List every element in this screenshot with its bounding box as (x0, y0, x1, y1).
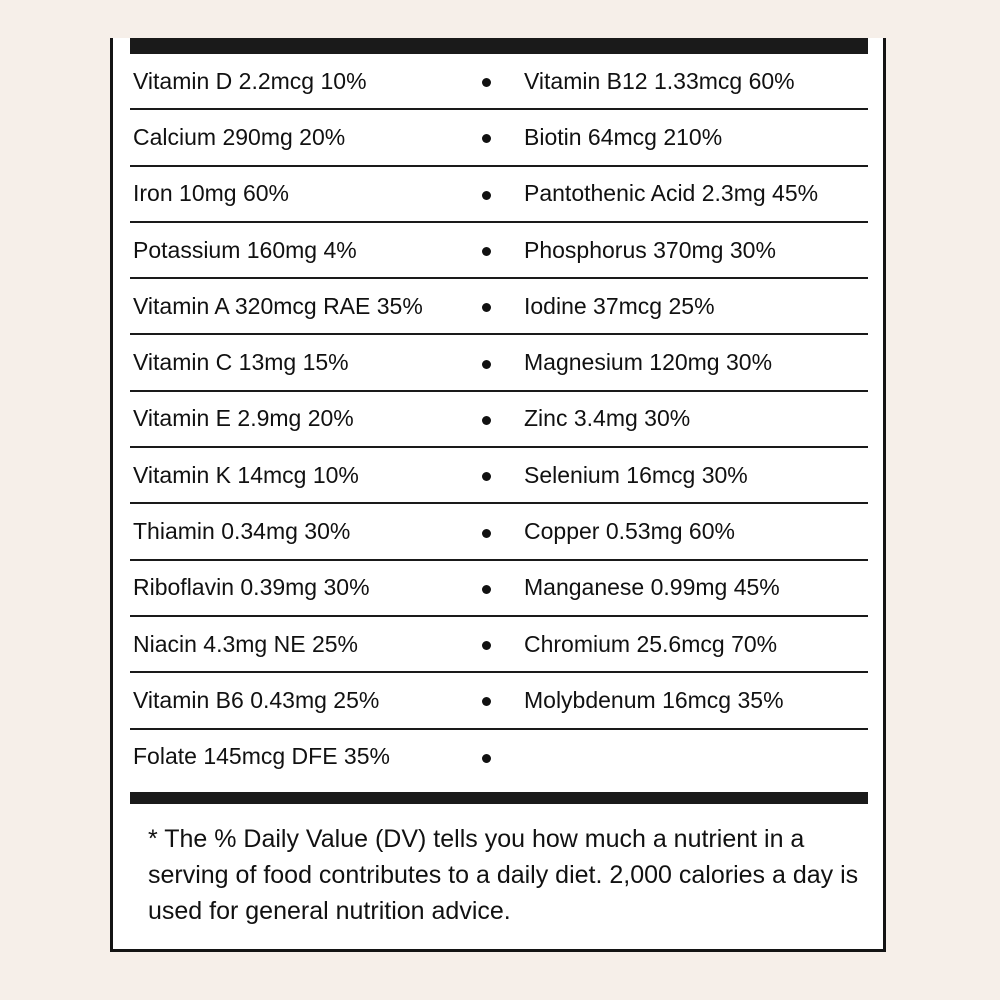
bullet-icon (482, 78, 491, 87)
nutrient-right: Phosphorus 370mg 30% (524, 236, 776, 263)
nutrient-left: Vitamin E 2.9mg 20% (133, 405, 354, 432)
nutrient-table (130, 54, 868, 784)
bullet-icon (482, 754, 491, 763)
table-row (130, 561, 868, 617)
nutrition-label-panel (110, 38, 886, 952)
nutrient-right: Molybdenum 16mcg 35% (524, 686, 784, 713)
nutrient-left: Thiamin 0.34mg 30% (133, 518, 351, 545)
nutrient-right: Chromium 25.6mcg 70% (524, 630, 778, 657)
table-row (130, 279, 868, 335)
bullet-icon (482, 641, 491, 650)
bullet-icon (482, 303, 491, 312)
nutrient-left: Riboflavin 0.39mg 30% (133, 574, 370, 601)
nutrient-right: Iodine 37mcg 25% (524, 292, 715, 319)
nutrient-right: Manganese 0.99mg 45% (524, 574, 780, 601)
nutrient-left: Vitamin A 320mcg RAE 35% (133, 292, 423, 319)
nutrient-right: Biotin 64mcg 210% (524, 123, 723, 150)
bullet-icon (482, 134, 491, 143)
table-row (130, 504, 868, 560)
bottom-divider-bar (130, 792, 868, 804)
bullet-icon (482, 697, 491, 706)
nutrient-right: Magnesium 120mg 30% (524, 349, 773, 376)
nutrient-left: Folate 145mcg DFE 35% (133, 743, 390, 770)
table-row (130, 110, 868, 166)
nutrient-left: Vitamin K 14mcg 10% (133, 461, 359, 488)
bullet-icon (482, 416, 491, 425)
nutrient-right: Zinc 3.4mg 30% (524, 405, 691, 432)
nutrient-right: Selenium 16mcg 30% (524, 461, 748, 488)
nutrient-right: Pantothenic Acid 2.3mg 45% (524, 180, 819, 207)
table-row (130, 54, 868, 110)
table-row (130, 167, 868, 223)
table-row (130, 392, 868, 448)
nutrient-right: Vitamin B12 1.33mcg 60% (524, 67, 795, 94)
table-row (130, 617, 868, 673)
nutrient-left: Vitamin C 13mg 15% (133, 349, 349, 376)
table-row (130, 223, 868, 279)
table-row (130, 730, 868, 784)
nutrient-right: Copper 0.53mg 60% (524, 518, 735, 545)
nutrient-left: Vitamin B6 0.43mg 25% (133, 686, 380, 713)
bullet-icon (482, 472, 491, 481)
nutrient-left: Potassium 160mg 4% (133, 236, 357, 263)
table-row (130, 448, 868, 504)
table-row (130, 673, 868, 729)
table-row (130, 335, 868, 391)
daily-value-footnote: * The % Daily Value (DV) tells you how much a nutrient in a serving of food contributes to a daily diet. 2,000 calories a day is used for general nutrition advice. (148, 825, 859, 925)
nutrient-left: Calcium 290mg 20% (133, 123, 346, 150)
nutrient-left: Vitamin D 2.2mcg 10% (133, 67, 367, 94)
bullet-icon (482, 360, 491, 369)
bullet-icon (482, 585, 491, 594)
bullet-icon (482, 191, 491, 200)
top-divider-bar (130, 38, 868, 54)
bullet-icon (482, 247, 491, 256)
bullet-icon (482, 529, 491, 538)
nutrient-left: Niacin 4.3mg NE 25% (133, 630, 358, 657)
nutrient-left: Iron 10mg 60% (133, 180, 289, 207)
